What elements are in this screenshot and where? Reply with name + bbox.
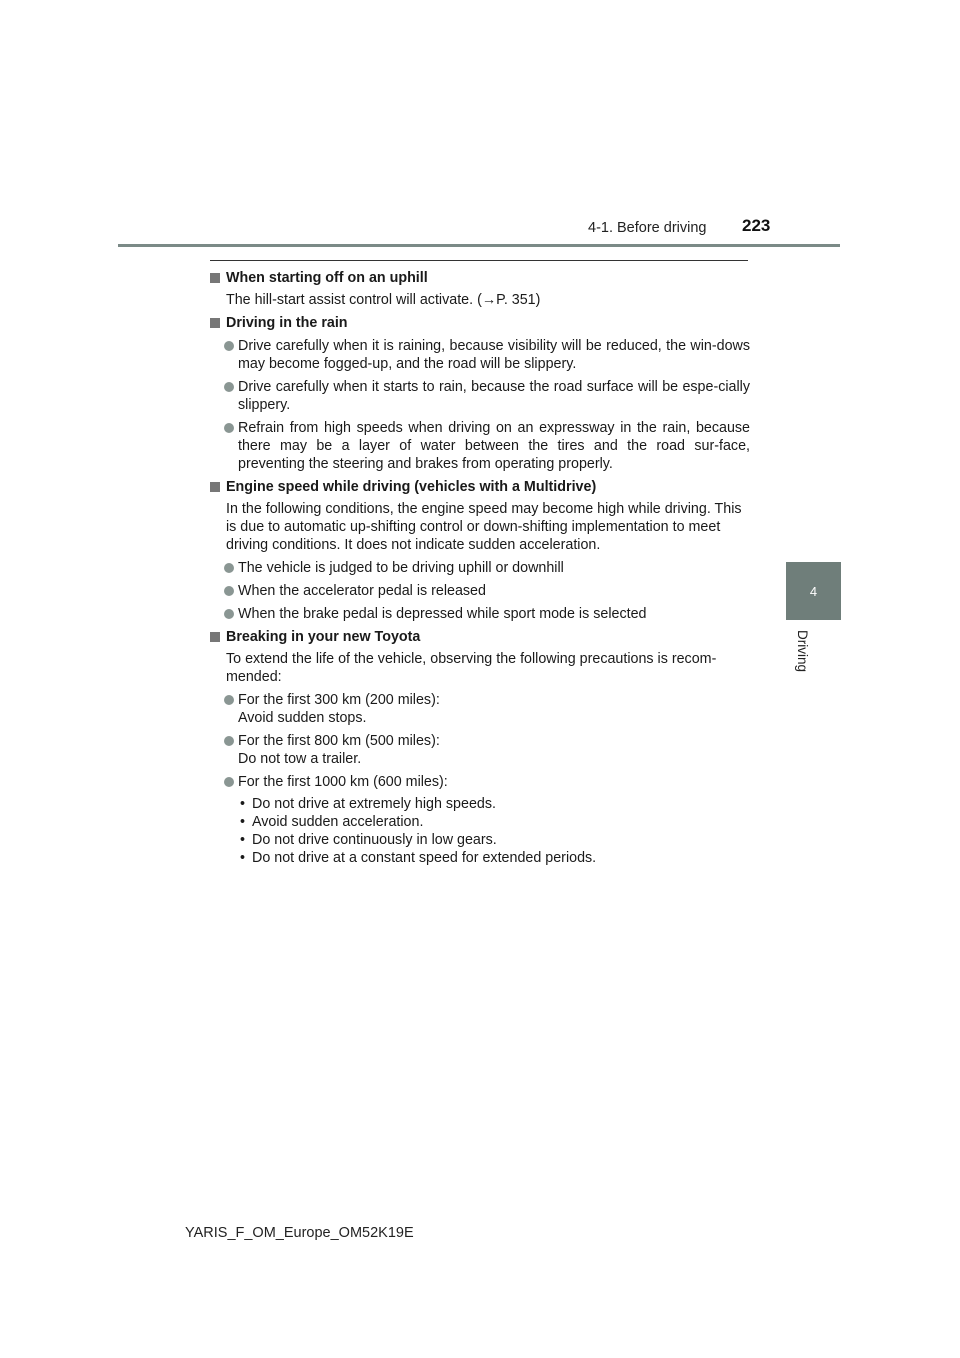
round-bullet-icon: [224, 777, 234, 787]
document-code: YARIS_F_OM_Europe_OM52K19E: [185, 1225, 414, 1241]
round-bullet-icon: [224, 423, 234, 433]
list-item: For the first 800 km (500 miles): Do not tow a trailer.: [210, 732, 750, 768]
list-item: When the accelerator pedal is released: [210, 582, 750, 600]
square-bullet-icon: [210, 318, 220, 328]
round-bullet-icon: [224, 609, 234, 619]
section-title-engine: Engine speed while driving (vehicles with a Multidrive): [210, 478, 750, 496]
section-text-breaking: To extend the life of the vehicle, observing the following precautions is recom-mended:: [226, 651, 717, 685]
section-title-uphill: When starting off on an uphill: [210, 269, 750, 287]
list-item: The vehicle is judged to be driving uphill or downhill: [210, 559, 750, 577]
section-title-rain: Driving in the rain: [210, 314, 750, 332]
square-bullet-icon: [210, 482, 220, 492]
round-bullet-icon: [224, 563, 234, 573]
content-divider: [210, 260, 748, 261]
list-item: For the first 300 km (200 miles): Avoid sudden stops.: [210, 691, 750, 727]
round-bullet-icon: [224, 586, 234, 596]
page-content: [210, 264, 750, 867]
header-divider: [118, 244, 840, 247]
list-item: When the brake pedal is depressed while sport mode is selected: [210, 605, 750, 623]
section-title-breaking: Breaking in your new Toyota: [210, 628, 750, 646]
chapter-number: 4: [809, 583, 818, 599]
list-item: Drive carefully when it starts to rain, because the road surface will be espe-cially slippery.: [210, 378, 750, 414]
round-bullet-icon: [224, 695, 234, 705]
header-section-title: 4-1. Before driving: [588, 220, 707, 236]
list-item: Drive carefully when it is raining, because visibility will be reduced, the win-dows may become fogged-up, and the road will be slippery.: [210, 337, 750, 373]
list-item: For the first 1000 km (600 miles):: [210, 773, 750, 791]
round-bullet-icon: [224, 341, 234, 351]
sub-list-item: • Do not drive at a constant speed for extended periods.: [240, 850, 597, 866]
square-bullet-icon: [210, 273, 220, 283]
sub-list-item: • Avoid sudden acceleration.: [240, 814, 424, 830]
chapter-label: Driving: [795, 630, 810, 673]
sub-list-item: • Do not drive at extremely high speeds.: [240, 796, 496, 812]
chapter-tab[interactable]: [786, 562, 841, 620]
sub-list: [210, 795, 750, 867]
round-bullet-icon: [224, 736, 234, 746]
page-number: 223: [742, 216, 771, 235]
round-bullet-icon: [224, 382, 234, 392]
list-item: Refrain from high speeds when driving on an expressway in the rain, because there may be a layer of water between the tires and the road sur-face, preventing the steering and brakes from operating properly.: [210, 419, 750, 473]
square-bullet-icon: [210, 632, 220, 642]
sub-list-item: • Do not drive continuously in low gears.: [240, 832, 497, 848]
section-text-uphill: The hill-start assist control will activate. (→P. 351): [226, 292, 541, 308]
section-text-engine: In the following conditions, the engine speed may become high while driving. This is due to automatic up-shifting control or down-shifting implementation to meet driving conditions. It does not indicate sudden acceleration.: [226, 501, 742, 553]
